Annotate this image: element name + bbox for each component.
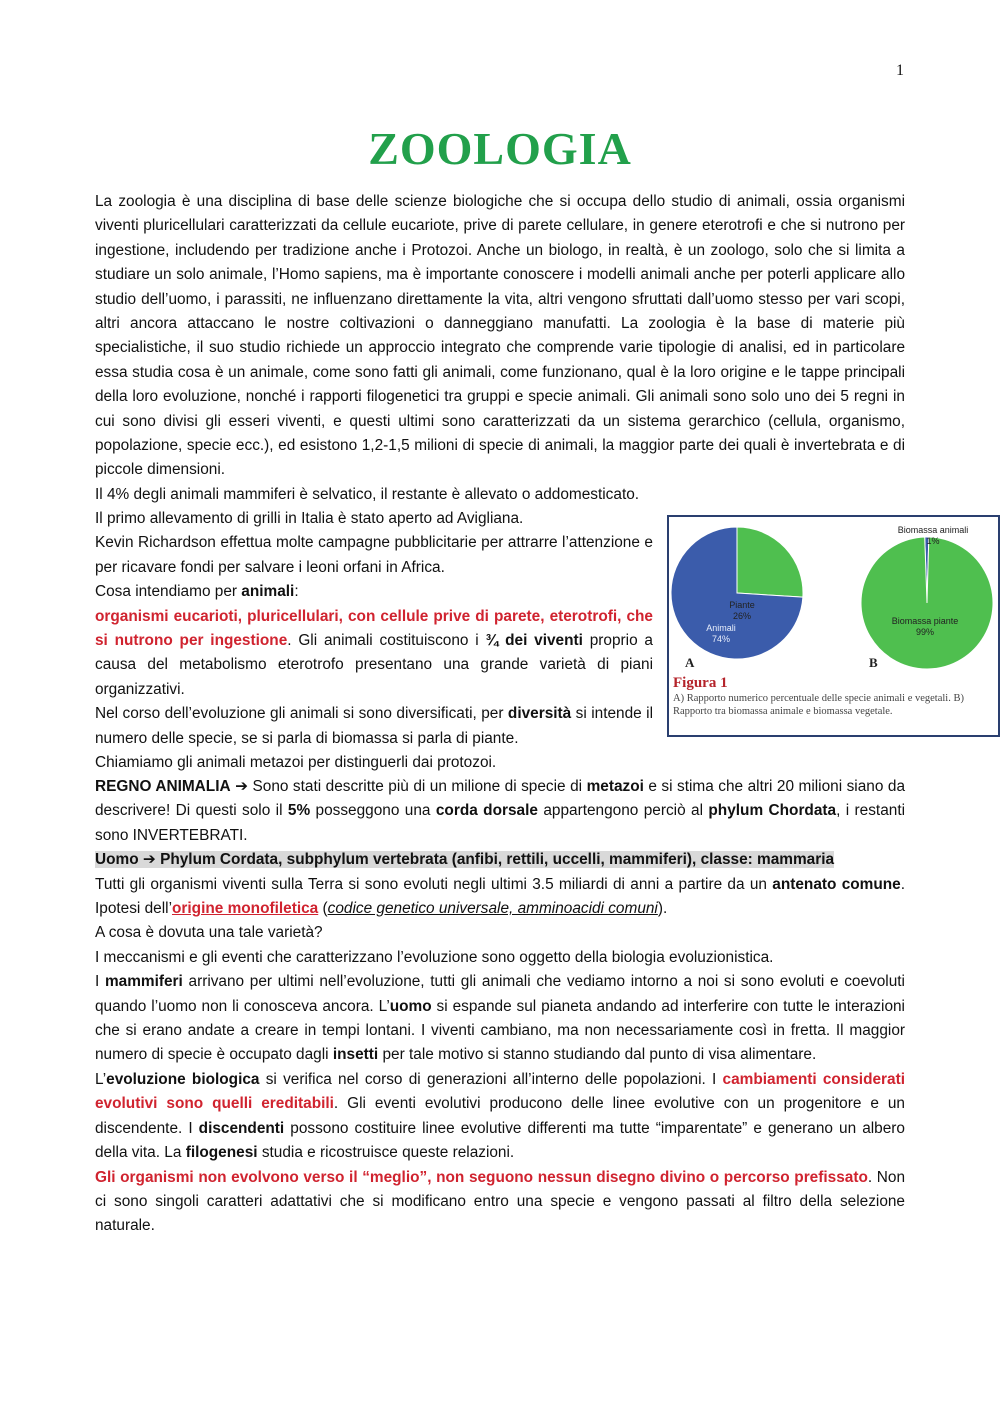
page-number: 1	[896, 62, 904, 79]
text: si verifica nel corso di generazioni all’interno delle popolazioni. I	[259, 1070, 723, 1088]
text: studia e ricostruisce queste relazioni.	[257, 1144, 515, 1162]
slice-label-bio-animali: Biomassa animali	[897, 525, 969, 535]
bold-text: mammiferi	[104, 973, 183, 991]
red-text: Gli organismi non evolvono verso il “meglio”, non seguono nessun disegno divino o percorso prefissato	[95, 1168, 868, 1186]
bold-text: discendenti	[198, 1119, 285, 1137]
text: ).	[657, 900, 668, 918]
pie-chart-b	[861, 537, 993, 669]
text: Cosa intendiamo per	[95, 583, 242, 601]
page-title: ZOOLOGIA	[368, 123, 632, 174]
text: Phylum Cordata, subphylum vertebrata (anfibi, rettili, uccelli, mammiferi), classe: mammaria	[155, 851, 835, 869]
text: arrivano per ultimi nell’evoluzione, tutti gli animali che vediamo intorno a noi si sono evoluti e coevoluti quando l’uomo non li conosceva ancora. L’	[95, 973, 905, 1015]
text: (	[318, 900, 328, 918]
uomo-line	[95, 848, 905, 872]
bold-text: 5%	[287, 802, 311, 820]
bold-text: REGNO ANIMALIA	[95, 778, 231, 795]
bold-text: corda dorsale	[435, 802, 538, 820]
mammals-line: Il 4% degli animali mammiferi è selvatico, il restante è allevato o addomesticato.	[95, 485, 640, 503]
italic-text: codice genetico universale, amminoacidi comuni	[327, 900, 658, 918]
metazoi-line: Chiamiamo gli animali metazoi per distinguerli dai protozoi.	[95, 754, 497, 772]
text: si intende il numero delle specie, se si parla di biomassa si parla di piante.	[95, 705, 653, 747]
bold-text: ¾ dei viventi	[485, 632, 583, 650]
mechanisms-line: I meccanismi e gli eventi che caratterizzano l’evoluzione sono oggetto della biologia evoluzionistica.	[95, 948, 774, 966]
highlighted-text	[95, 851, 834, 868]
text: posseggono una	[310, 802, 436, 820]
main-block	[95, 775, 905, 1239]
text: appartengono perciò al	[537, 802, 709, 820]
text: proprio a causa del metabolismo eterotrofo presentano una grande varietà di piani organizzativi.	[95, 632, 653, 698]
mammals-paragraph	[95, 970, 905, 1068]
text: L’	[95, 1070, 107, 1088]
bold-text: animali	[241, 583, 295, 601]
text: . Gli animali costituiscono i	[287, 632, 486, 650]
slice-label-piante: Piante	[729, 600, 755, 610]
variety-question: A cosa è dovuta una tale varietà?	[95, 924, 323, 942]
slice-value-animali: 74%	[711, 634, 731, 644]
text: Tutti gli organismi viventi sulla Terra si sono evoluti negli ultimi 3.5 miliardi di anni a partire da un	[95, 875, 773, 893]
text: Uomo	[95, 851, 143, 869]
final-paragraph	[95, 1166, 905, 1239]
red-text: organismi eucarioti, pluricellulari, con cellule prive di parete, eterotrofi, che si nutrono per ingestione	[95, 607, 653, 650]
bold-text: phylum Chordata	[708, 802, 837, 820]
figure-caption	[673, 675, 997, 718]
animals-definition	[95, 605, 653, 703]
text: possono costituire linee evolutive differenti ma tutte “imparentate” e generano un albero della vita. La	[95, 1119, 905, 1162]
figure-title: Figura 1	[673, 675, 728, 691]
text: .	[867, 1168, 873, 1186]
text: . Ipotesi dell’	[95, 875, 906, 918]
richardson-paragraph: Kevin Richardson effettua molte campagne pubblicitarie per attrarre l’attenzione e per ricavare fondi per salvare i leoni orfani in Africa.	[95, 534, 653, 576]
bold-text: metazoi	[586, 778, 644, 795]
slice-value-bio-animali: 1%	[926, 536, 940, 546]
arrow-icon: ➔	[142, 851, 156, 869]
bold-text: antenato comune	[772, 875, 901, 893]
bold-text: evoluzione biologica	[106, 1070, 260, 1088]
bold-text: uomo	[389, 997, 432, 1015]
text: Nel corso dell’evoluzione gli animali si sono diversificati, per	[95, 705, 508, 723]
text: per tale motivo si stanno studiando dal punto di visa alimentare.	[378, 1046, 817, 1064]
text: si espande sul pianeta andando ad interferire con tutte le interazioni che si erano andate a creare in tempi lontani. I viventi cambiano, ma non necessariamente così in fretta. Il maggior numero di specie è occupato dagli	[95, 997, 905, 1064]
evolution-paragraph	[95, 873, 905, 922]
figure-caption-box	[673, 675, 997, 735]
chart-b-label: B	[869, 655, 878, 670]
slice-label-animali: Animali	[706, 623, 736, 633]
diversity-paragraph	[95, 702, 653, 751]
crickets-line: Il primo allevamento di grilli in Italia è stato aperto ad Avigliana.	[95, 510, 524, 527]
bold-text: filogenesi	[185, 1144, 258, 1162]
animals-question	[95, 580, 653, 604]
slice-value-piante: 26%	[732, 611, 752, 621]
figure-pies	[667, 515, 1000, 737]
slice-value-bio-piante: 99%	[915, 627, 935, 637]
pie-chart-a	[671, 527, 803, 659]
arrow-icon: ➔	[235, 778, 248, 795]
text: e si stima che altri 20 milioni siano da descrivere! Di questi solo il	[95, 778, 906, 820]
bold-text: insetti	[332, 1046, 379, 1064]
chart-a-label: A	[685, 655, 695, 670]
bold-text: diversità	[507, 705, 572, 723]
text: I	[95, 973, 105, 991]
origine-monofiletica-link[interactable]: origine monofiletica	[172, 900, 319, 918]
text: . Gli eventi evolutivi producono delle linee evolutive con un progenitore e un discendente. I	[95, 1095, 905, 1137]
text: , i restanti sono INVERTEBRATI.	[95, 802, 906, 844]
side-column	[95, 507, 653, 775]
figure-description: A) Rapporto numerico percentuale delle specie animali e vegetali. B) Rapporto tra biomassa animale e biomassa vegetale.	[673, 693, 964, 717]
intro-block	[95, 190, 905, 507]
biological-evolution-paragraph	[95, 1068, 905, 1166]
text: :	[294, 583, 299, 601]
slice-label-bio-piante: Biomassa piante	[891, 616, 959, 626]
red-text: cambiamenti considerati evolutivi sono quelli ereditabili	[95, 1070, 905, 1113]
intro-paragraph: La zoologia è una disciplina di base delle scienze biologiche che si occupa dello studio di animali, ossia organismi viventi pluricellulari caratterizzati da cellule eucariote, prive di parete cellulare, in genere eterotrofi e che si nutrono per ingestione, includendo per tradizione anche i Protozoi. Anche un biologo, in realtà, è un zoologo, solo che si limita a studiare un solo animale, l’Homo sapiens, ma è importante conoscere i modelli animali anche per poterli applicare allo studio dell’uomo, i parassiti, ne influenzano direttamente la vita, altri vengono sfruttati dall’uomo stesso per vari scopi, altri ancora attaccano le nostre coltivazioni o danneggiano manufatti. La zoologia è la base di materie più specialistiche, il suo studio richiede un approccio integrato che comprende varie tipologie di analisi, ed in particolare essa studia cosa è un animale, come sono fatti gli animali, come funzionano, qual è la loro origine e le tappe principali della loro evoluzione, nonché i rapporti filogenetici tra gruppi e specie animali. Gli animali sono solo uno dei 5 regni in cui sono divisi gli esseri viventi, e questi ultimi sono caratterizzati da un sistema gerarchico (cellula, organismo, popolazione, specie ecc.), ed esistono 1,2-1,5 milioni di specie di animali, la maggior parte dei quali è invertebrata e di piccole dimensioni.	[95, 193, 905, 479]
text: Non ci sono singoli caratteri adattativi che si modificano entro una specie e vengono passati al filtro della selezione naturale.	[95, 1168, 906, 1235]
text: Sono stati descritte più di un milione di specie di	[248, 778, 587, 795]
regno-paragraph	[95, 775, 905, 848]
figure-1	[667, 515, 1000, 737]
